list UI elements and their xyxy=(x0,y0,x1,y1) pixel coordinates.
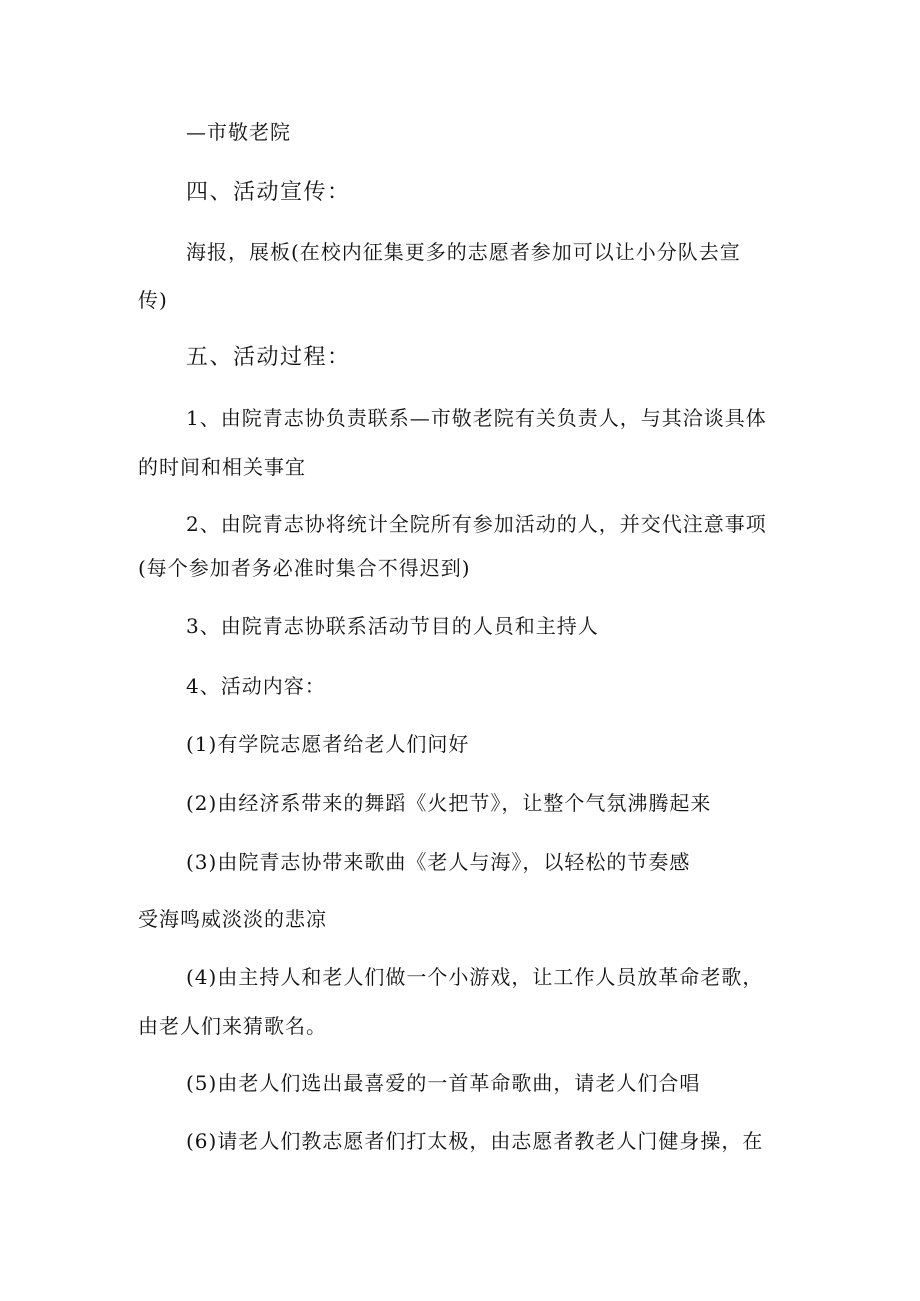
section-heading-process: 五、活动过程： xyxy=(186,345,351,370)
list-item: (5)由老人们选出最喜爱的一首革命歌曲，请老人们合唱 xyxy=(186,1071,701,1095)
list-item: (2)由经济系带来的舞蹈《火把节》，让整个气氛沸腾起来 xyxy=(186,791,712,815)
paragraph-line: 海报，展板(在校内征集更多的志愿者参加可以让小分队去宣 xyxy=(186,240,741,264)
list-item-continuation: 由老人们来猜歌名。 xyxy=(138,1014,327,1038)
paragraph-line: 3、由院青志协联系活动节目的人员和主持人 xyxy=(186,614,599,638)
paragraph-line: 1、由院青志协负责联系—市敬老院有关负责人，与其洽谈具体 xyxy=(186,406,767,430)
paragraph-line: (每个参加者务必准时集合不得迟到) xyxy=(138,556,471,580)
paragraph-line: 4、活动内容： xyxy=(186,674,326,698)
list-item: (1)有学院志愿者给老人们问好 xyxy=(186,732,470,756)
paragraph-line: 的时间和相关事宜 xyxy=(138,455,306,479)
list-item: (3)由院青志协带来歌曲《老人与海》，以轻松的节奏感 xyxy=(186,850,691,874)
paragraph-line: 2、由院青志协将统计全院所有参加活动的人，并交代注意事项 xyxy=(186,512,767,536)
list-item: (6)请老人们教志愿者们打太极，由志愿者教老人门健身操，在 xyxy=(186,1129,764,1153)
list-item-continuation: 受海鸣威淡淡的悲凉 xyxy=(138,907,327,931)
section-heading-publicity: 四、活动宣传： xyxy=(186,180,351,205)
paragraph-line: 传) xyxy=(138,288,168,312)
list-item: (4)由主持人和老人们做一个小游戏，让工作人员放革命老歌， xyxy=(186,965,764,989)
location-line: —市敬老院 xyxy=(186,120,291,144)
